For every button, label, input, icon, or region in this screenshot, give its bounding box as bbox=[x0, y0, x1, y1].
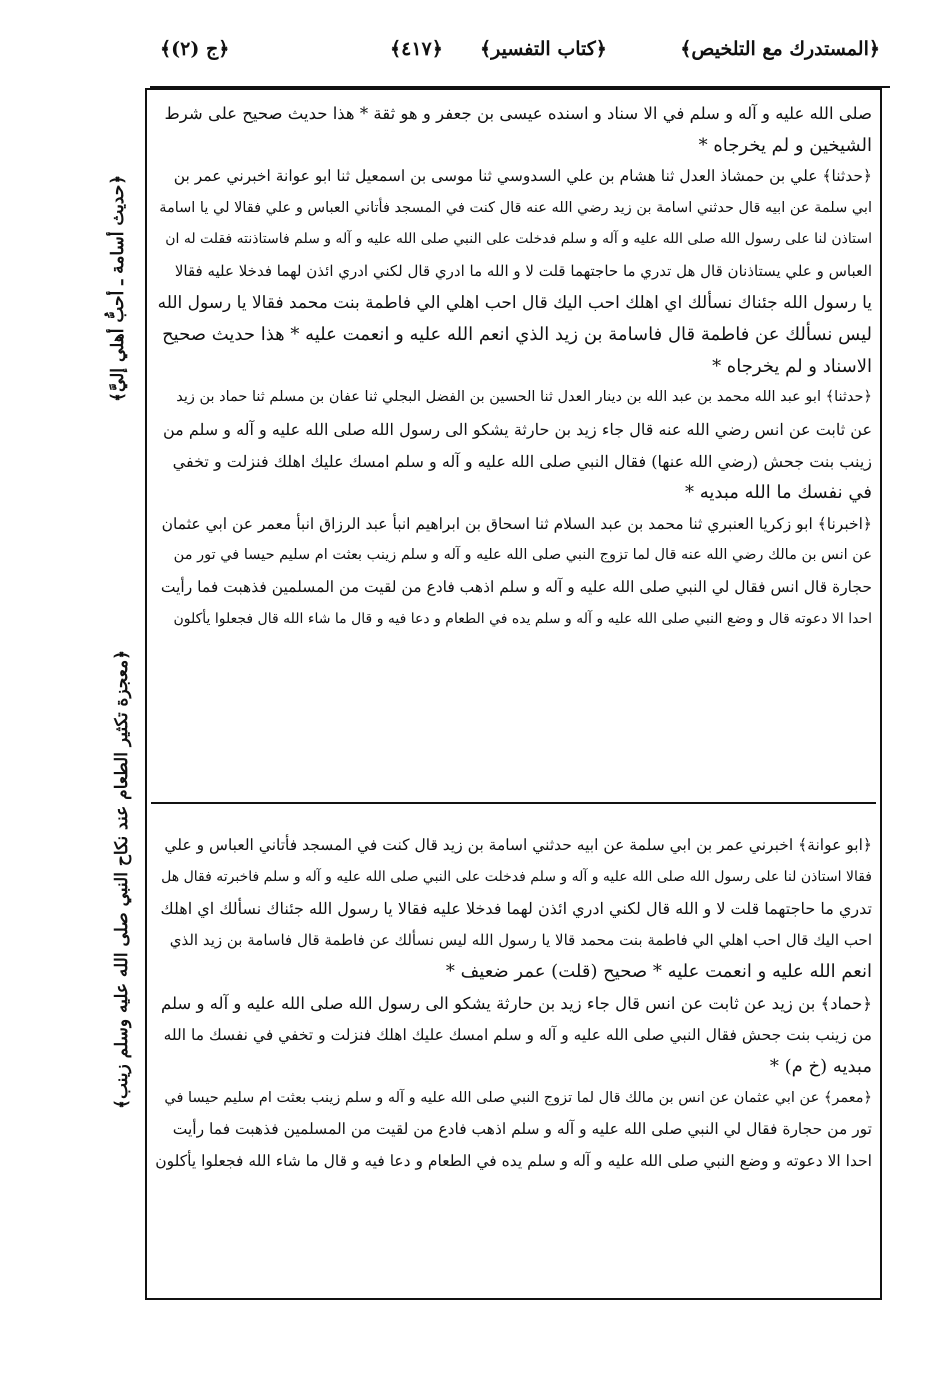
text-line: احب اليك قال احب اهلي الي فاطمة بنت محمد قالا يا رسول الله ليس نسألك عن فاطمة قال فاسامة بن زيد الذي bbox=[169, 930, 872, 949]
text-line: ليس نسألك عن فاطمة قال فاسامة بن زيد الذي انعم الله عليه و انعمت عليه * هذا حديث صحيح bbox=[162, 324, 872, 346]
text-line: ﴿حدثنا﴾ ابو عبد الله محمد بن عبد الله بن دينار العدل ثنا الحسين بن الفضل البجلي ثنا عفان بن مسلم ثنا حماد بن زيد bbox=[176, 389, 872, 406]
text-line: ابي سلمة عن ابيه قال حدثني اسامة بن زيد رضي الله عنه قال كنت في المسجد فأتاني العباس و علي فقالا لي يا اسامة bbox=[159, 199, 872, 216]
text-line: احدا الا دعوته قال و وضع النبي صلى الله عليه و آله و سلم يده في الطعام و دعا فيه و قال ما شاء الله قال فجعلوا يأكلون bbox=[173, 610, 872, 627]
text-line: الشيخين و لم يخرجاه * bbox=[698, 134, 872, 156]
text-line: ﴿ابو عوانة﴾ اخبرني عمر بن ابي سلمة عن ابيه حدثني اسامة بن زيد قال كنت في المسجد فأتاني العباس و علي bbox=[164, 836, 872, 854]
text-line: ﴿حدثنا﴾ علي بن حمشاذ العدل ثنا هشام بن علي السدوسي ثنا موسى بن اسمعيل ثنا ابو عوانة اخبرني عمر بن bbox=[173, 167, 872, 186]
running-title: ﴿المستدرك مع التلخيص﴾ bbox=[680, 38, 880, 60]
text-line: يا رسول الله جئناك نسألك اي اهلك احب اليك قال احب اهلي الي فاطمة بنت محمد فقالا يا رسول الله bbox=[157, 292, 872, 313]
text-line: فقالا استاذن لنا على رسول الله صلى الله عليه و آله و سلم فدخلت على النبي صلى الله عليه و آله و سلم فاخبرته فقال هل bbox=[161, 868, 872, 885]
text-frame bbox=[145, 88, 882, 1300]
text-line: زينب بنت جحش (رضي الله عنها) فقال النبي صلى الله عليه و آله و سلم امسك عليك اهلك فنزلت و تخفي bbox=[172, 451, 872, 471]
text-line: احدا الا دعوته و وضع النبي صلى الله عليه و آله و سلم يده في الطعام و دعا فيه و قال ما شاء الله فجعلوا يأكلون bbox=[155, 1151, 872, 1170]
text-line: ﴿معمر﴾ عن ابي عثمان عن انس بن مالك قال لما تزوج النبي صلى الله عليه و آله و سلم زينب بعثت ام سليم حيسا في bbox=[164, 1089, 872, 1106]
page-number: ﴿٤١٧﴾ bbox=[390, 38, 443, 60]
text-line: ﴿حماد﴾ بن زيد عن ثابت عن انس قال جاء زيد بن حارثة يشكو الى رسول الله صلى الله عليه و آله و سلم bbox=[160, 993, 872, 1013]
text-line: مبديه (خ م) * bbox=[769, 1056, 872, 1078]
margin-note: ﴿معجزة تكثير الطعام عند نكاح النبي صلى الله عليه وسلم زينب﴾ bbox=[112, 650, 132, 1110]
text-line: عن انس بن مالك رضي الله عنه قال لما تزوج النبي صلى الله عليه و آله و سلم زينب بعثت ام سليم حيسا في تور من bbox=[173, 547, 872, 564]
text-line: تدري ما حاجتهما قلت لا و الله قال لكني ادري ائذن لهما فدخلا عليه فقالا يا رسول الله جئناك نسألك اي اهلك bbox=[160, 899, 872, 919]
text-line: ﴿اخبرنا﴾ ابو زكريا العنبري ثنا محمد بن عبد السلام ثنا اسحاق بن ابراهيم انبأ عبد الرزاق انبأ معمر عن ابي عثمان bbox=[161, 514, 872, 533]
page-header bbox=[150, 34, 890, 90]
text-line: العباس و علي يستاذنان قال هل تدري ما حاجتهما قلت لا و الله ما ادري قال لكني ادري ائذن لهما فدخلا عليه فقالا bbox=[174, 261, 872, 280]
book-title: ﴿كتاب التفسير﴾ bbox=[480, 38, 607, 60]
text-line: من زينب بنت جحش فقال النبي صلى الله عليه و آله و سلم امسك عليك اهلك فنزلت و تخفي في نفسك ما الله bbox=[163, 1025, 872, 1044]
summary-text bbox=[155, 830, 872, 1178]
text-line: صلى الله عليه و آله و سلم في الا سناد و اسنده عيسى بن جعفر و هو ثقة * هذا حديث صحيح على شرط bbox=[164, 104, 872, 123]
text-line: تور من حجارة فقال لي النبي صلى الله عليه و آله و سلم اذهب فادع من لقيت من المسلمين فذهبت فما رأيت bbox=[172, 1120, 872, 1139]
section-divider bbox=[151, 802, 876, 804]
text-line: الاسناد و لم يخرجاه * bbox=[712, 355, 872, 377]
main-text bbox=[155, 98, 872, 635]
text-line: استاذن لنا على رسول الله صلى الله عليه و آله و سلم فدخلت على النبي صلى الله عليه و آله و سلم فاستاذنته فقلت له ان bbox=[165, 231, 872, 248]
text-line: انعم الله عليه و انعمت عليه * صحيح (قلت) عمر ضعيف * bbox=[445, 961, 872, 983]
volume-number: ﴿ج (٢)﴾ bbox=[160, 38, 230, 60]
text-line: عن ثابت عن انس رضي الله عنه قال جاء زيد بن حارثة يشكو الى رسول الله صلى الله عليه و آله و سلم من bbox=[162, 419, 872, 439]
margin-note: ﴿حديث أسامة ـ أحبُّ أهلي إليَّ﴾ bbox=[108, 175, 128, 403]
text-line: في نفسك ما الله مبديه * bbox=[685, 482, 872, 504]
text-line: حجارة قال انس فقال لي النبي صلى الله عليه و آله و سلم اذهب فادع من لقيت من المسلمين فذهبت فما رأيت bbox=[160, 577, 872, 596]
